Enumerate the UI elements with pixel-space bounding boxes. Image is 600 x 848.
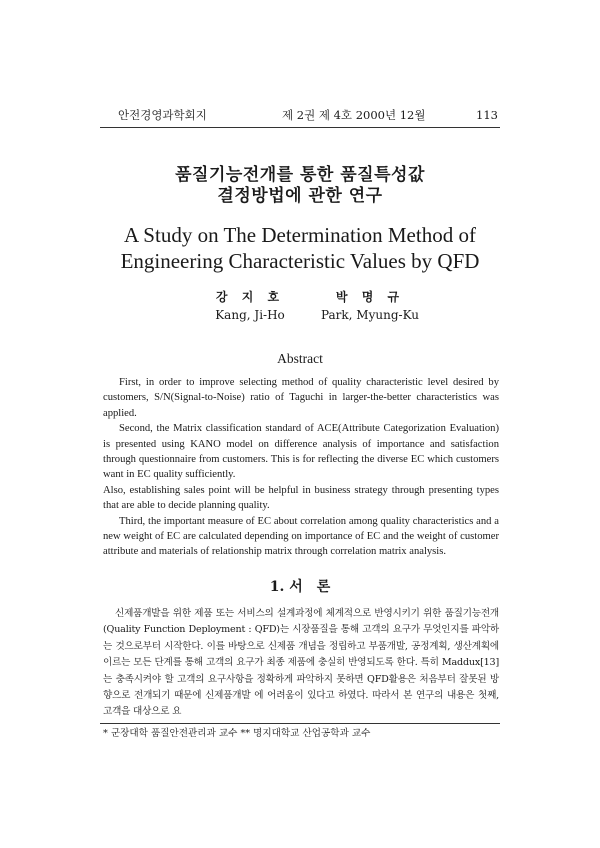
page-number: 113: [476, 108, 498, 122]
author-korean-name: 강 지 호: [215, 290, 285, 304]
abstract-paragraph: First, in order to improve selecting method of quality characteristic level desired by customers, S/N(Signal-to-Noise) ratio of Taguchi in larger-the-better characteristics was applied.: [103, 377, 499, 419]
abstract-heading: Abstract: [277, 351, 323, 366]
author-park: [310, 288, 430, 324]
english-title-line: A Study on The Determination Method of: [124, 223, 476, 247]
abstract-body: [103, 375, 499, 560]
english-title-line: Engineering Characteristic Values by QFD: [120, 249, 480, 273]
section-heading: 1. 서 론: [269, 579, 331, 595]
abstract-paragraph: Also, establishing sales point will be helpful in business strategy through presenting types that are able to decide planning quality.: [103, 484, 499, 512]
introduction-paragraph: 신제품개발을 위한 제품 또는 서비스의 설계과정에 체계적으로 반영시키기 위한 품질기능전개(Quality Function Deployment : QFD)는 시장품질을 통해 고객의 요구가 무엇인지를 파악하는 것으로부터 시작한다. 이를 바탕으로 신제품 개념을 정립하고 부품개발, 공정계획, 생산계획에 이르는 모든 단계를 통해 고객의 요구가 최종 제품에 충실히 반영되도록 한다. 특히 Maddux[13]는 충족시켜야 할 고객의 요구사항을 정확하게 파악하지 못하면 QFD활용은 처음부터 잘못된 방향으로 전개되기 때문에 신제품개발 에 어려움이 있다고 하였다. 따라서 본 연구의 내용은 첫째, 고객을 대상으로 요: [103, 608, 499, 718]
author-romanized-name: Kang, Ji-Ho: [215, 308, 285, 322]
issue-info: 제 2권 제 4호 2000년 12월: [282, 108, 426, 122]
korean-title: [100, 165, 500, 207]
author-block: [200, 288, 420, 324]
journal-name: 안전경영과학회지: [118, 108, 207, 122]
abstract-paragraph: Second, the Matrix classification standard of ACE(Attribute Categorization Evaluation) is presented using KANO model on difference analysis of importance and satisfaction through questionnaire from customers. This is for reflecting the diverse EC which customers want in EC quality sufficiently.: [103, 423, 499, 481]
author-korean-name: 박 명 규: [335, 290, 405, 304]
author-kang: [200, 288, 300, 324]
author-romanized-name: Park, Myung-Ku: [320, 308, 419, 322]
running-header: [100, 108, 498, 122]
korean-title-line: 품질기능전개를 통한 품질특성값: [175, 165, 425, 185]
introduction-body: [103, 606, 499, 721]
abstract-paragraph: Third, the important measure of EC about correlation among quality characteristics and a new weight of EC are calculated depending on importance of EC and the weight of customer attribute and materials of relationship matrix through correlation matrix analysis.: [103, 515, 499, 558]
korean-title-line: 결정방법에 관한 연구: [217, 186, 383, 206]
author-affiliation-footnote: * 군장대학 품질안전관리과 교수 ** 명지대학교 산업공학과 교수: [103, 728, 371, 739]
english-title: [70, 222, 530, 274]
footnote-divider: [100, 723, 500, 724]
header-divider: [100, 127, 500, 128]
